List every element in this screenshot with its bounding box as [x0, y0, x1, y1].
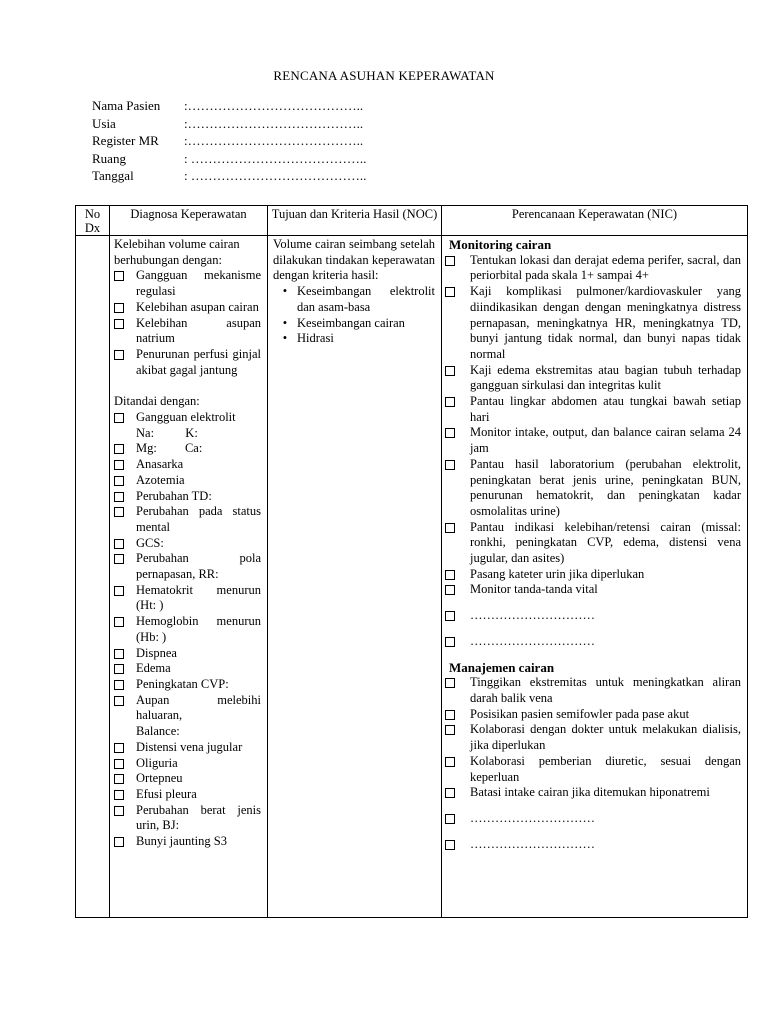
manajemen-list: [445, 675, 741, 801]
list-item-text: Kelebihan asupan cairan: [136, 299, 259, 314]
list-item: [114, 771, 261, 787]
checkbox-icon[interactable]: [445, 637, 455, 647]
list-item-text: Hematokrit menurun (Ht: ): [136, 582, 261, 613]
list-item: [273, 316, 435, 332]
list-item: [114, 504, 261, 535]
checkbox-icon[interactable]: [114, 806, 124, 816]
checkbox-icon[interactable]: [445, 287, 455, 297]
table-row: [76, 236, 748, 918]
list-item-text: Bunyi jaunting S3: [136, 834, 227, 849]
header-tujuan: Tujuan dan Kriteria Hasil (NOC): [268, 206, 442, 236]
checkbox-icon[interactable]: [114, 350, 124, 360]
list-item-text: Efusi pleura: [136, 786, 197, 801]
list-item-blank: [445, 634, 741, 650]
list-item-text: Na: K:: [136, 425, 198, 440]
list-item-text: Tentukan lokasi dan derajat edema perifer, sacral, dan periorbital pada skala 1+ sampai 4+: [470, 252, 741, 283]
list-item-text: Penurunan perfusi ginjal akibat gagal jantung: [136, 346, 261, 377]
list-item: [114, 347, 261, 378]
patient-info: [92, 98, 366, 186]
list-item-text: Azotemia: [136, 472, 185, 487]
checkbox-icon[interactable]: [445, 710, 455, 720]
list-item: [114, 268, 261, 299]
list-item-text: Ortepneu: [136, 771, 183, 786]
list-item-text: Pantau hasil laboratorium (perubahan elektrolit, peningkatan berat jenis urine, peningkatan BUN, penurunan hematokrit, dan peningkatan kadar osmolalitas urine): [470, 456, 741, 518]
list-item-text: Perubahan pada status mental: [136, 504, 261, 534]
checkbox-icon[interactable]: [114, 837, 124, 847]
list-item-blank: [445, 811, 741, 827]
checkbox-icon[interactable]: [445, 757, 455, 767]
list-item-text: Peningkatan CVP:: [136, 676, 229, 691]
list-item-text: Kolaborasi pemberian diuretic, sesuai dengan keperluan: [470, 753, 741, 784]
list-item: [114, 551, 261, 582]
header-diagnosa: Diagnosa Keperawatan: [110, 206, 268, 236]
checkbox-icon[interactable]: [445, 840, 455, 850]
field-register-mr: [92, 133, 366, 151]
checkbox-icon[interactable]: [114, 319, 124, 329]
list-item: [114, 740, 261, 756]
field-usia: [92, 116, 366, 134]
list-item-text: Distensi vena jugular: [136, 739, 243, 754]
list-item: [445, 707, 741, 723]
list-item: [445, 520, 741, 567]
list-item-text: Aupan melebihi haluaran,: [136, 692, 261, 723]
checkbox-icon[interactable]: [445, 428, 455, 438]
list-item: [445, 675, 741, 706]
diagnosa-intro: Kelebihan volume cairan berhubungan dengan:: [114, 237, 240, 267]
list-item-text: Perubahan pola pernapasan, RR:: [136, 551, 261, 582]
checkbox-icon[interactable]: [114, 303, 124, 313]
checkbox-icon[interactable]: [114, 507, 124, 517]
list-item: [445, 425, 741, 456]
list-item: [114, 473, 261, 489]
list-item-text: Gangguan elektrolit: [136, 410, 236, 425]
checkbox-icon[interactable]: [114, 554, 124, 564]
checkbox-icon[interactable]: [114, 476, 124, 486]
list-item: [445, 363, 741, 394]
list-item-text: Kaji komplikasi pulmoner/kardiovaskuler yang diindikasikan dengan dengan meningkatnya distress pernapasan, meningkatnya HR, meningkatnya TD, bunyi jantung tidak normal, dan bunyi napas tidak normal: [470, 284, 741, 361]
tujuan-intro: Volume cairan seimbang setelah dilakukan tindakan keperawatan dengan kriteria hasil:: [273, 237, 435, 283]
blank-entry[interactable]: …………………………: [470, 633, 595, 648]
list-item-text: Anasarka: [136, 457, 184, 472]
list-item-blank: [445, 837, 741, 853]
list-item-text: Oliguria: [136, 755, 178, 770]
list-item: [445, 582, 741, 598]
list-item: [273, 284, 435, 315]
list-item: [114, 536, 261, 552]
section-monitoring-title: Monitoring cairan: [449, 237, 552, 252]
list-item-text: Keseimbangan elektrolit dan asam-basa: [297, 284, 435, 314]
checkbox-icon[interactable]: [114, 444, 124, 454]
list-item: [114, 787, 261, 803]
checkbox-icon[interactable]: [445, 397, 455, 407]
checkbox-icon[interactable]: [114, 774, 124, 784]
list-item: [114, 803, 261, 834]
list-item: [114, 756, 261, 772]
list-item-text: Kaji edema ekstremitas atau bagian tubuh terhadap gangguan sirkulasi dan integritas kulit: [470, 362, 741, 393]
list-item: [445, 754, 741, 785]
list-item: [445, 785, 741, 801]
cell-no-dx: [76, 236, 110, 918]
field-ruang: [92, 151, 366, 169]
list-item-text: Keseimbangan cairan: [297, 315, 405, 330]
list-item: [114, 300, 261, 316]
list-item-text: Kelebihan asupan natrium: [136, 315, 261, 346]
table-header-row: [76, 206, 748, 236]
list-item-text: Tinggikan ekstremitas untuk meningkatkan aliran darah balik vena: [470, 675, 741, 705]
list-item-text: Dispnea: [136, 645, 177, 660]
list-item-text: Hidrasi: [297, 331, 334, 346]
checkbox-icon[interactable]: [114, 696, 124, 706]
list-item-text: Batasi intake cairan jika ditemukan hiponatremi: [470, 785, 710, 800]
checkbox-icon[interactable]: [445, 788, 455, 798]
field-value[interactable]: :…………………………………..: [184, 133, 364, 148]
field-label: Tanggal: [92, 168, 134, 183]
checkbox-icon[interactable]: [445, 523, 455, 533]
list-item-text: Monitor intake, output, dan balance cairan selama 24 jam: [470, 425, 741, 456]
list-item-text: Pantau lingkar abdomen atau tungkai bawah setiap hari: [470, 394, 741, 424]
list-item: [114, 614, 261, 645]
criteria-list: [273, 284, 435, 347]
list-item: [445, 722, 741, 753]
list-item: [114, 583, 261, 614]
field-label: Usia: [92, 115, 116, 131]
field-label: Register MR: [92, 133, 159, 148]
header-no-dx: No Dx: [76, 206, 110, 236]
checkbox-icon[interactable]: [445, 725, 455, 735]
field-nama-pasien: [92, 98, 366, 116]
list-item-text: Perubahan TD:: [136, 488, 212, 503]
cell-diagnosa: [110, 236, 268, 918]
checkbox-icon[interactable]: [114, 617, 124, 627]
checkbox-icon[interactable]: [445, 256, 455, 266]
field-label: Nama Pasien: [92, 98, 161, 113]
checkbox-icon[interactable]: [114, 790, 124, 800]
checkbox-icon[interactable]: [114, 460, 124, 470]
checkbox-icon[interactable]: [114, 492, 124, 502]
checkbox-icon[interactable]: [445, 814, 455, 824]
cell-tujuan: [268, 236, 442, 918]
field-tanggal: [92, 168, 366, 186]
list-item: [114, 677, 261, 693]
list-item: [445, 394, 741, 425]
checkbox-icon[interactable]: [114, 649, 124, 659]
field-label: Ruang: [92, 150, 126, 166]
list-item: [445, 284, 741, 363]
list-item: [445, 567, 741, 583]
checkbox-icon[interactable]: [445, 366, 455, 376]
list-item: [445, 253, 741, 284]
bullet-icon: •: [282, 315, 288, 330]
list-item: [114, 834, 261, 850]
care-plan-table: [75, 205, 748, 918]
list-item-text: Pasang kateter urin jika diperlukan: [470, 566, 645, 581]
list-item: [114, 457, 261, 473]
checkbox-icon[interactable]: [445, 678, 455, 688]
list-item-text: Posisikan pasien semifowler pada pase akut: [470, 706, 690, 721]
list-item: [114, 646, 261, 662]
list-item-text: Mg: Ca:: [136, 441, 203, 456]
checkbox-icon[interactable]: [445, 585, 455, 595]
cell-perencanaan: [442, 236, 748, 918]
list-item: [114, 441, 261, 457]
field-value[interactable]: :…………………………………..: [184, 98, 364, 113]
list-item-text: Pantau indikasi kelebihan/retensi cairan (missal: ronkhi, peningkatan CVP, edema, distensi vena jugular, dan asites): [470, 519, 741, 566]
section-manajemen-title: Manajemen cairan: [449, 659, 555, 675]
page-title: RENCANA ASUHAN KEPERAWATAN: [273, 68, 495, 83]
blank-entry[interactable]: …………………………: [470, 608, 595, 623]
ditandai-label: Ditandai dengan:: [114, 394, 200, 409]
checkbox-icon[interactable]: [114, 743, 124, 753]
cause-list: [114, 268, 261, 378]
list-item-text: GCS:: [136, 535, 164, 550]
list-item-text: Hemoglobin menurun (Hb: ): [136, 614, 261, 644]
list-item-text: Monitor tanda-tanda vital: [470, 582, 598, 597]
list-item: [114, 661, 261, 677]
field-value[interactable]: : …………………………………..: [184, 150, 367, 166]
list-item-text: Kolaborasi dengan dokter untuk melakukan dialisis, jika diperlukan: [470, 722, 741, 753]
list-item: [445, 457, 741, 520]
list-item: [114, 489, 261, 505]
bullet-icon: •: [282, 331, 288, 346]
sign-list: [114, 457, 261, 693]
checkbox-icon[interactable]: [445, 611, 455, 621]
checkbox-icon[interactable]: [114, 413, 124, 423]
field-value[interactable]: :…………………………………..: [184, 115, 364, 131]
list-item-text: Perubahan berat jenis urin, BJ:: [136, 802, 261, 833]
list-item: [273, 331, 435, 347]
list-item-text: Balance:: [136, 724, 180, 739]
sign-list: [114, 740, 261, 850]
bullet-icon: •: [282, 284, 288, 299]
checkbox-icon[interactable]: [445, 460, 455, 470]
checkbox-icon[interactable]: [114, 759, 124, 769]
list-item-text: Gangguan mekanisme regulasi: [136, 268, 261, 299]
field-value[interactable]: : …………………………………..: [184, 168, 367, 183]
checkbox-icon[interactable]: [114, 271, 124, 281]
header-perencanaan: Perencanaan Keperawatan (NIC): [442, 206, 748, 236]
list-item-blank: [445, 608, 741, 624]
monitoring-list: [445, 253, 741, 598]
blank-entry[interactable]: …………………………: [470, 810, 595, 825]
checkbox-icon[interactable]: [114, 680, 124, 690]
checkbox-icon[interactable]: [114, 586, 124, 596]
checkbox-icon[interactable]: [445, 570, 455, 580]
list-item: [114, 693, 261, 740]
list-item: [114, 410, 261, 441]
list-item: [114, 316, 261, 347]
blank-entry[interactable]: …………………………: [470, 836, 595, 851]
checkbox-icon[interactable]: [114, 539, 124, 549]
list-item-text: Edema: [136, 661, 171, 676]
checkbox-icon[interactable]: [114, 664, 124, 674]
